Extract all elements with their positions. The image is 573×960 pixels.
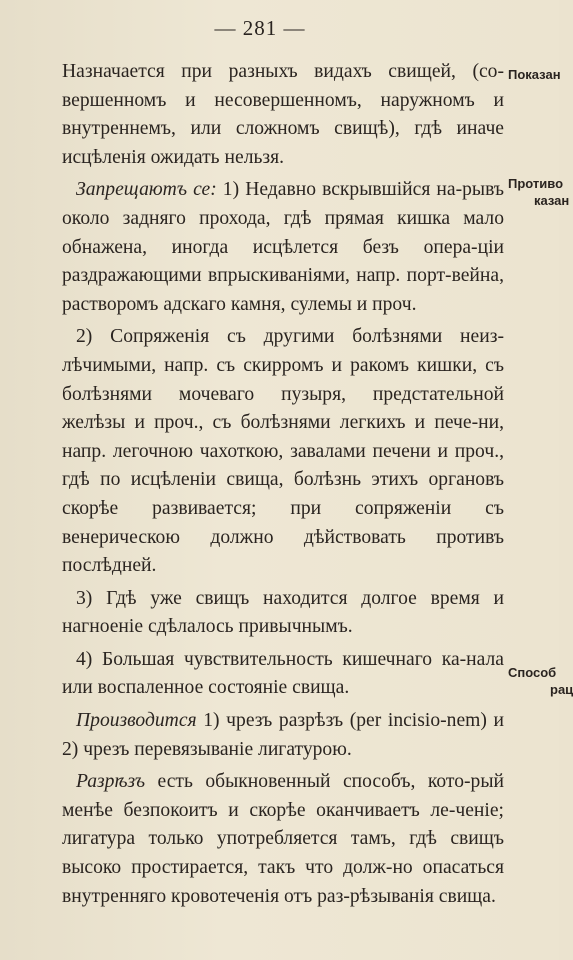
contraindication-text: 1) Недавно вскрывшійся на-рывъ около задняго прохода, гдѣ прямая кишка мало обнажена, иногда исцѣлется безъ опера-ціи раздражающими впрыскиваніями, напр. порт-вейна, растворомъ адскаго камня, сулемы и проч.: [62, 179, 504, 315]
paragraph-incision: [62, 768, 504, 911]
paragraph-contraindication: [62, 176, 504, 319]
paragraph-method: [62, 707, 504, 764]
paragraph-item-3: 3) Гдѣ уже свищъ находится долгое время и нагноеніе сдѣлалось привычнымъ.: [62, 587, 504, 638]
incision-text: есть обыкновенный способъ, кото-рый менѣе безпокоитъ и скорѣе оканчиваетъ ле-ченіе; лигатура только употребляется тамъ, гдѣ свищъ высоко простирается, такъ что долж-но опасаться внутренняго кровотеченія отъ раз-рѣзыванія свища.: [62, 771, 504, 907]
paragraph-indication: Назначается при разныхъ видахъ свищей, (со-вершенномъ и несовершенномъ, наружномъ и внутреннемъ, или сложномъ свищѣ), гдѣ иначе исцѣленія ожидать нельзя.: [62, 61, 504, 168]
contraindication-heading: Запрещаютъ се:: [76, 179, 217, 201]
paragraph-item-2: 2) Сопряженія съ другими болѣзнями неиз-лѣчимыми, напр. съ скирромъ и ракомъ кишки, съ болѣзнями мочеваго пузыря, предстательной желѣзы и проч., съ болѣзнями легкихъ и пече-ни, напр. легочною чахоткою, завалами печени и проч., гдѣ по исцѣленіи свища, болѣзнь этихъ органовъ скорѣе развивается; при сопряженіи съ венерическою должно дѣйствовать противъ послѣдней.: [62, 326, 504, 577]
margin-note-indication: Показан: [508, 67, 561, 82]
method-heading: Производится: [76, 710, 197, 732]
margin-note-method: Способ рац: [508, 665, 573, 697]
method-text: 1) чрезъ разрѣзъ (per incisio-nem) и 2) чрезъ перевязываніе лигатурою.: [62, 710, 504, 760]
page-number: — 281 —: [214, 16, 306, 40]
page-body: [62, 58, 504, 911]
incision-heading: Разрѣзъ: [76, 771, 146, 793]
margin-note-contraindication: Противо казан: [508, 176, 570, 208]
paragraph-item-4: 4) Большая чувствительность кишечнаго ка-нала или воспаленное состояніе свища.: [62, 648, 504, 699]
